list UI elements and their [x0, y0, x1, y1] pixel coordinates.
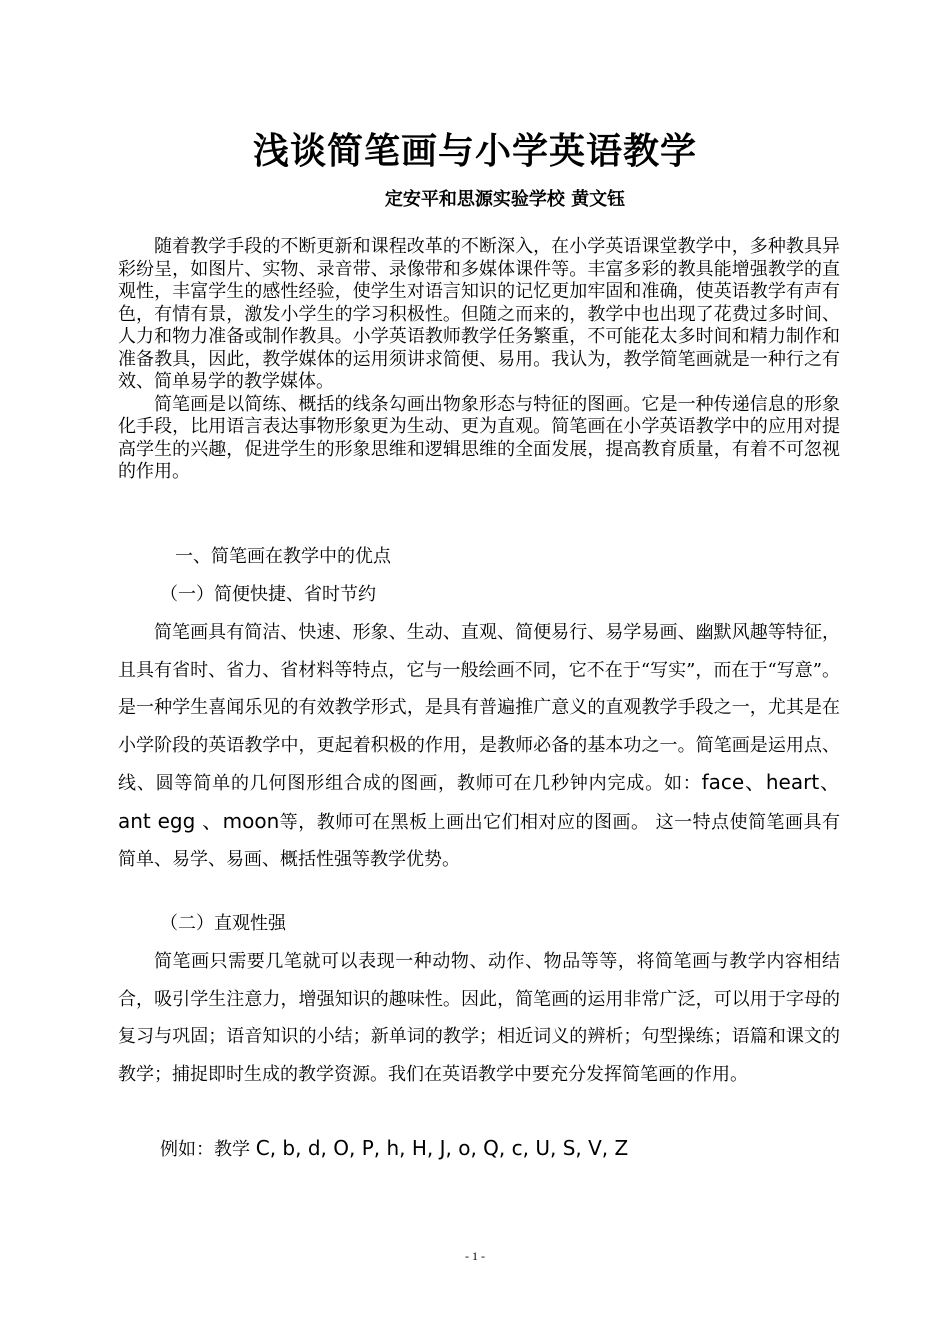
- intro-paragraph-2: 简笔画是以简练、概括的线条勾画出物象形态与特征的图画。它是一种传递信息的形象化手段，比用语言表达事物形象更为生动、更为直观。简笔画在小学英语教学中的应用对提高学生的兴趣，促进学生的形象思维和逻辑思维的全面发展，提高教育质量，有着不可忽视的作用。: [118, 393, 840, 482]
- subsection-1-body: [118, 614, 840, 879]
- subsection-1-paragraph: [118, 614, 840, 879]
- subsection-1-text-b: 等，教师可在黑板上画出它们相对应的图画。 这一特点使简笔画具有简单、易学、易画、概括性强等教学优势。: [118, 811, 841, 870]
- page-number: - 1 -: [465, 1249, 485, 1263]
- document-title: 浅谈简笔画与小学英语教学: [252, 131, 697, 172]
- subsection-heading-1: （一）简便快捷、省时节约: [160, 584, 376, 605]
- subsection-1-examples: face、heart、ant egg 、moon: [118, 770, 841, 833]
- example-label: 例如：教学: [160, 1139, 250, 1160]
- subsection-1-text-a: 简笔画具有简洁、快速、形象、生动、直观、简便易行、易学易画、幽默风趣等特征，且具有省时、省力、省材料等特点，它与一般绘画不同，它不在于“写实”，而在于“写意”。是一种学生喜闻乐见的有效教学形式，是具有普遍推广意义的直观教学手段之一，尤其是在小学阶段的英语教学中，更起着积极的作用，是教师必备的基本功之一。简笔画是运用点、线、圆等简单的几何图形组合成的图画，教师可在几秒钟内完成。如：: [118, 622, 840, 794]
- intro-paragraph-1: 随着教学手段的不断更新和课程改革的不断深入，在小学英语课堂教学中，多种教具异彩纷呈，如图片、实物、录音带、录像带和多媒体课件等。丰富多彩的教具能增强教学的直观性，丰富学生的感性经验，使学生对语言知识的记忆更加牢固和准确，使英语教学有声有色，有情有景，激发小学生的学习积极性。但随之而来的，教学中也出现了花费过多时间、人力和物力准备或制作教具。小学英语教师教学任务繁重，不可能花太多时间和精力制作和准备教具，因此，教学媒体的运用须讲求简便、易用。我认为，教学简笔画就是一种行之有效、简单易学的教学媒体。: [118, 236, 840, 392]
- example-letters: C, b, d, O, P, h, H, J, o, Q, c, U, S, V, Z: [255, 1136, 629, 1160]
- author-line: 定安平和思源实验学校 黄文钰: [384, 189, 626, 210]
- subsection-2-paragraph: 简笔画只需要几笔就可以表现一种动物、动作、物品等等，将简笔画与教学内容相结合，吸引学生注意力，增强知识的趣味性。因此，简笔画的运用非常广泛，可以用于字母的复习与巩固；语音知识的小结；新单词的教学；相近词义的辨析；句型操练；语篇和课文的教学；捕捉即时生成的教学资源。我们在英语教学中要充分发挥简笔画的作用。: [118, 951, 840, 1085]
- subsection-2-body: [118, 943, 840, 1093]
- subsection-heading-2: （二）直观性强: [160, 913, 286, 934]
- intro-section: [118, 236, 840, 484]
- section-heading-advantages: 一、简笔画在教学中的优点: [175, 546, 391, 567]
- example-line: [160, 1130, 628, 1168]
